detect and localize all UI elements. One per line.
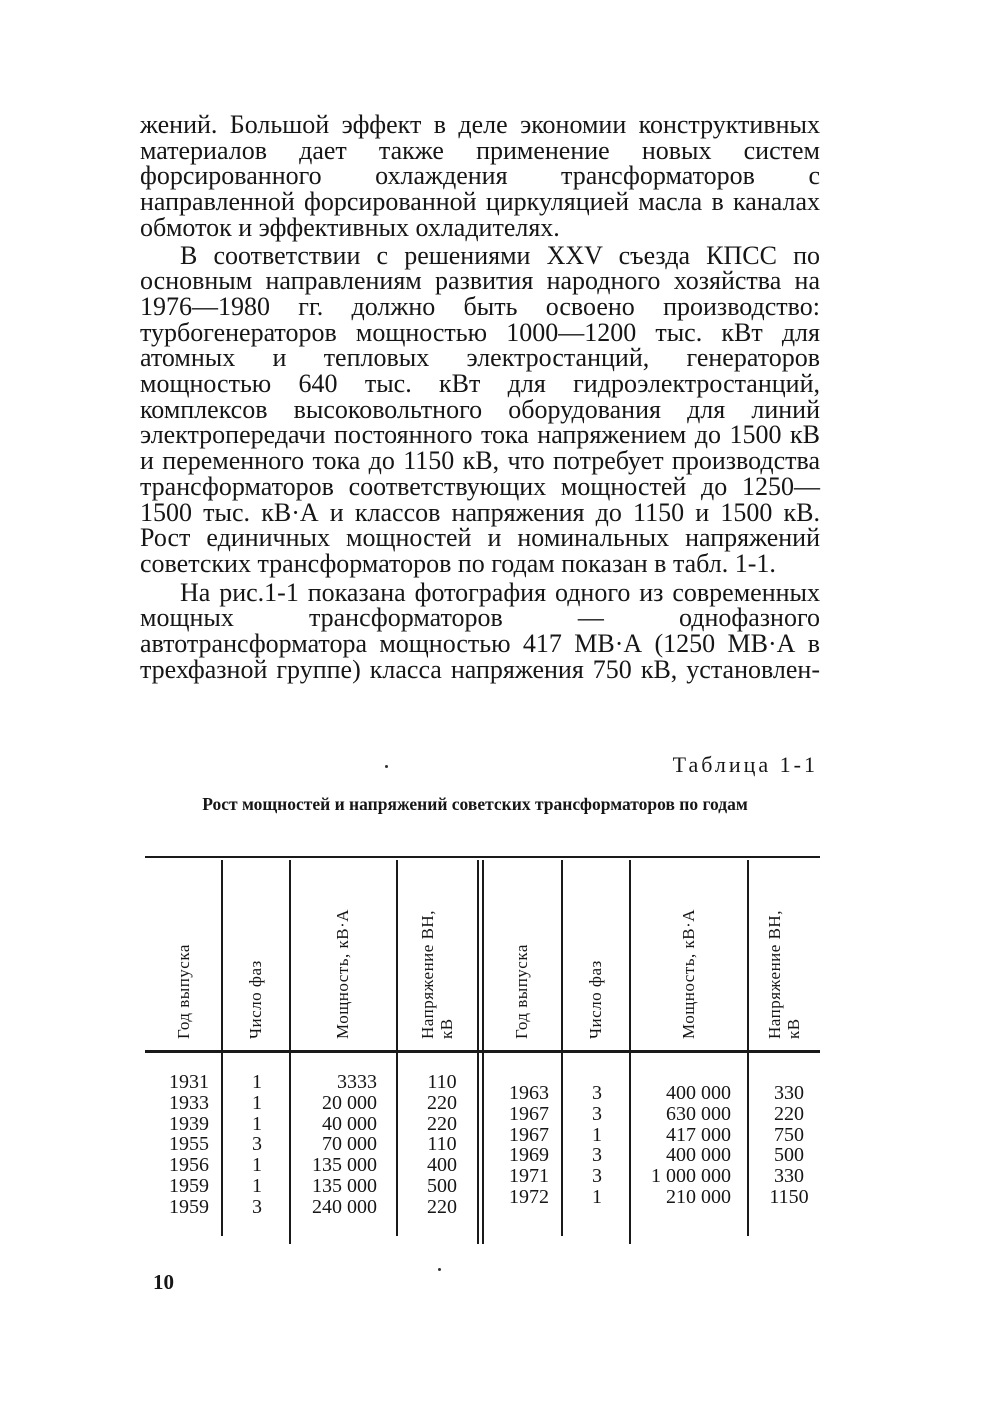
- table-cell: 400: [427, 1154, 457, 1177]
- table-cell: 1959: [169, 1195, 209, 1218]
- left-phases-column: [237, 1072, 277, 1218]
- table-cell: 220: [427, 1112, 457, 1135]
- table-cell: 1972: [509, 1185, 549, 1208]
- table-cell: 240 000: [312, 1195, 377, 1218]
- header-year-left: Год выпуска: [173, 944, 193, 1039]
- paragraph-2: В соответствии с решениями XXV съезда КПСС по основным направлениям развития народного хозяйства на 1976—1980 гг. должно быть освоено производство: турбогенераторов мощностью 1000—1200 тыс. кВт для атомных и тепловых электростанций, генераторов мощностью 640 тыс. кВт для гидроэлектростанций, комплексов высоковольтного оборудования для линий электропередачи постоянного тока напряжением до 1500 кВ и переменного тока до 1150 кВ, что потребует производства трансформаторов соответствующих мощностей до 1250—1500 тыс. кВ·А и классов напряжения до 1150 и 1500 кВ. Рост единичных мощностей и номинальных напряжений советских трансформаторов по годам показан в табл. 1-1.: [140, 240, 820, 578]
- table-cell: 1: [252, 1091, 262, 1114]
- table-cell: 1931: [169, 1071, 209, 1093]
- table-cell: 1: [592, 1185, 602, 1208]
- table-cell: 1: [592, 1123, 602, 1146]
- body-text: [140, 112, 820, 682]
- header-year-right: Год выпуска: [512, 944, 531, 1039]
- table-cell: 135 000: [312, 1174, 377, 1197]
- table-cell: 1: [252, 1071, 262, 1093]
- table-title: Рост мощностей и напряжений советских трансформаторов по годам: [202, 794, 748, 814]
- header-power-right: Мощность, кВ·А: [678, 908, 698, 1039]
- table-cell: 40 000: [322, 1112, 377, 1135]
- print-speck: [438, 1268, 441, 1271]
- data-table: [145, 856, 820, 1244]
- page-number: 10: [153, 1270, 174, 1294]
- table-cell: 20 000: [322, 1091, 377, 1114]
- table-cell: 330: [774, 1082, 804, 1104]
- table-cell: 400 000: [666, 1082, 731, 1104]
- left-voltage-column: [417, 1072, 467, 1218]
- header-voltage-left: Напряжение ВН, кВ: [417, 910, 456, 1039]
- paragraph-3: На рис.1-1 показана фотография одного из современных мощных трансформаторов — однофазного автотрансформатора мощностью 417 МВ·А (1250 МВ·А в трехфазной группе) класса напряжения 750 кВ, установлен-: [140, 577, 820, 684]
- table-cell: 220: [427, 1195, 457, 1218]
- table-cell: 210 000: [666, 1185, 731, 1208]
- paragraph-1: жений. Большой эффект в деле экономии конструктивных материалов дает также применение новых систем форсированного охлаждения трансформаторов с направленной форсированной циркуляцией масла в каналах обмоток и эффективных охладителях.: [140, 110, 820, 242]
- table-cell: 220: [427, 1091, 457, 1114]
- table-cell: 1933: [169, 1091, 209, 1114]
- header-phases-left: Число фаз: [245, 960, 265, 1039]
- table-top-rule: [145, 856, 820, 858]
- column-divider: [477, 860, 479, 1244]
- table-cell: 110: [427, 1133, 457, 1156]
- right-phases-column: [577, 1083, 617, 1208]
- table-cell: 500: [427, 1174, 457, 1197]
- header-voltage-right: Напряжение ВН, кВ: [764, 910, 803, 1039]
- header-power-left: Мощность, кВ·А: [333, 908, 352, 1039]
- print-speck: [385, 765, 388, 768]
- table-cell: 135 000: [312, 1154, 377, 1177]
- table-cell: 1150: [769, 1185, 809, 1208]
- right-power-column: [635, 1083, 731, 1208]
- table-cell: 3: [252, 1133, 262, 1156]
- left-years-column: [157, 1072, 209, 1218]
- left-power-column: [295, 1072, 377, 1218]
- table-cell: 3: [592, 1144, 602, 1167]
- table-cell: 1: [252, 1154, 262, 1177]
- table-cell: 750: [774, 1123, 804, 1146]
- table-cell: 630 000: [666, 1102, 731, 1125]
- table-cell: 1959: [169, 1174, 209, 1197]
- table-cell: 3: [252, 1195, 262, 1218]
- table-label: Таблица 1-1: [672, 752, 818, 777]
- table-cell: 400 000: [666, 1144, 731, 1167]
- table-cell: 3: [592, 1102, 602, 1125]
- right-years-column: [497, 1083, 549, 1208]
- table-cell: 1 000 000: [651, 1165, 731, 1188]
- table-cell: 1939: [169, 1112, 209, 1135]
- table-cell: 417 000: [666, 1123, 731, 1146]
- table-cell: 1967: [509, 1102, 549, 1125]
- table-cell: 3: [592, 1165, 602, 1188]
- right-voltage-column: [761, 1083, 817, 1208]
- table-cell: 220: [774, 1102, 804, 1125]
- table-cell: 1: [252, 1174, 262, 1197]
- table-cell: 1955: [169, 1133, 209, 1156]
- header-phases-right: Число фаз: [585, 960, 605, 1039]
- table-cell: 70 000: [322, 1133, 377, 1156]
- table-cell: 3333: [337, 1071, 377, 1093]
- table-cell: 3: [592, 1082, 602, 1104]
- table-cell: 1971: [509, 1165, 549, 1188]
- table-cell: 110: [427, 1071, 457, 1093]
- table-cell: 500: [774, 1144, 804, 1167]
- table-cell: 1969: [509, 1144, 549, 1167]
- table-cell: 1: [252, 1112, 262, 1135]
- table-cell: 1956: [169, 1154, 209, 1177]
- table-cell: 1963: [509, 1082, 549, 1104]
- table-cell: 330: [774, 1165, 804, 1188]
- table-cell: 1967: [509, 1123, 549, 1146]
